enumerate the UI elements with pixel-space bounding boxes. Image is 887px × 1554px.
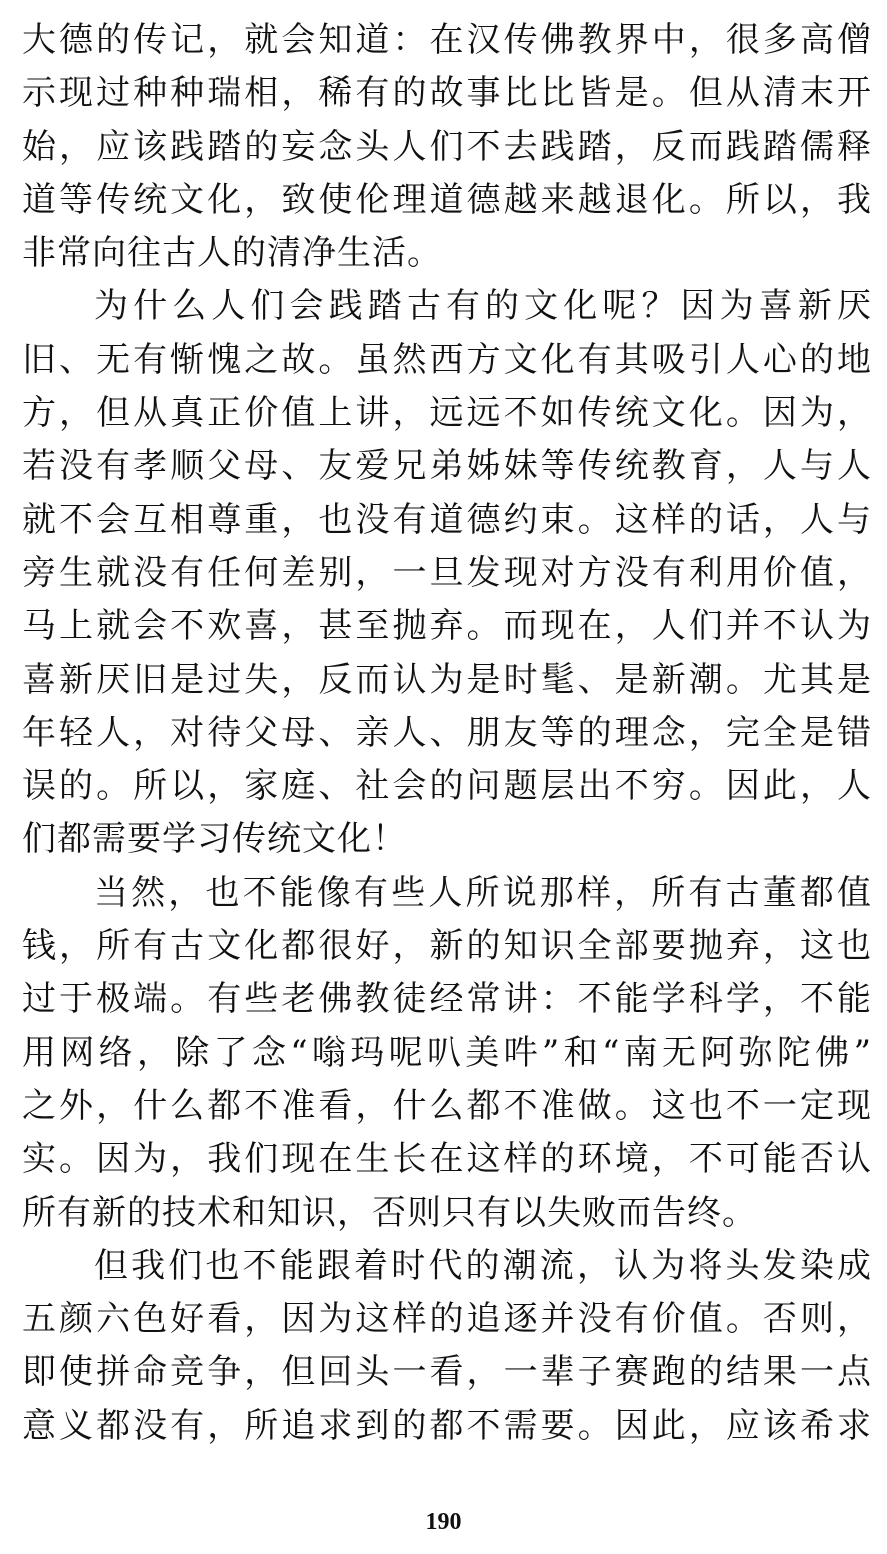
text-line: 钱，所有古文化都很好，新的知识全部要抛弃，这也	[22, 926, 872, 967]
text-line: 为什么人们会践踏古有的文化呢？因为喜新厌	[94, 286, 872, 327]
page-number: 190	[425, 1509, 462, 1535]
text-line: 误的。所以，家庭、社会的问题层出不穷。因此，人	[22, 766, 872, 807]
text-line: 方，但从真正价值上讲，远远不如传统文化。因为，	[22, 393, 872, 434]
text-line: 五颜六色好看，因为这样的追逐并没有价值。否则，	[22, 1299, 872, 1340]
text-line: 始，应该践踏的妄念头人们不去践踏，反而践踏儒释	[22, 126, 872, 167]
text-line: 当然，也不能像有些人所说那样，所有古董都值	[94, 872, 872, 913]
text-line: 旧、无有惭愧之故。虽然西方文化有其吸引人心的地	[22, 339, 872, 380]
text-line: 们都需要学习传统文化！	[22, 819, 407, 860]
text-line: 所有新的技术和知识，否则只有以失败而告终。	[22, 1192, 757, 1233]
body-text	[22, 14, 872, 1453]
text-line: 非常向往古人的清净生活。	[22, 233, 442, 274]
text-line: 用网络，除了念“嗡玛呢叭美吽”和“南无阿弥陀佛”	[22, 1032, 872, 1073]
text-line: 意义都没有，所追求到的都不需要。因此，应该希求	[22, 1405, 872, 1446]
text-line: 若没有孝顺父母、友爱兄弟姊妹等传统教育，人与人	[22, 446, 872, 487]
text-line: 大德的传记，就会知道：在汉传佛教界中，很多高僧	[22, 20, 872, 60]
text-line: 道等传统文化，致使伦理道德越来越退化。所以，我	[22, 179, 872, 220]
text-line: 但我们也不能跟着时代的潮流，认为将头发染成	[94, 1245, 872, 1286]
text-line: 年轻人，对待父母、亲人、朋友等的理念，完全是错	[22, 712, 872, 753]
text-line: 即使拼命竞争，但回头一看，一辈子赛跑的结果一点	[22, 1352, 872, 1393]
text-line: 之外，什么都不准看，什么都不准做。这也不一定现	[22, 1085, 872, 1126]
text-line: 马上就会不欢喜，甚至抛弃。而现在，人们并不认为	[22, 606, 872, 647]
text-line: 示现过种种瑞相，稀有的故事比比皆是。但从清末开	[22, 73, 872, 114]
text-line: 过于极端。有些老佛教徒经常讲：不能学科学，不能	[22, 979, 872, 1020]
text-line: 旁生就没有任何差别，一旦发现对方没有利用价值，	[22, 552, 872, 593]
text-line: 实。因为，我们现在生长在这样的环境，不可能否认	[22, 1139, 872, 1180]
text-line: 喜新厌旧是过失，反而认为是时髦、是新潮。尤其是	[22, 659, 872, 700]
text-line: 就不会互相尊重，也没有道德约束。这样的话，人与	[22, 499, 872, 540]
